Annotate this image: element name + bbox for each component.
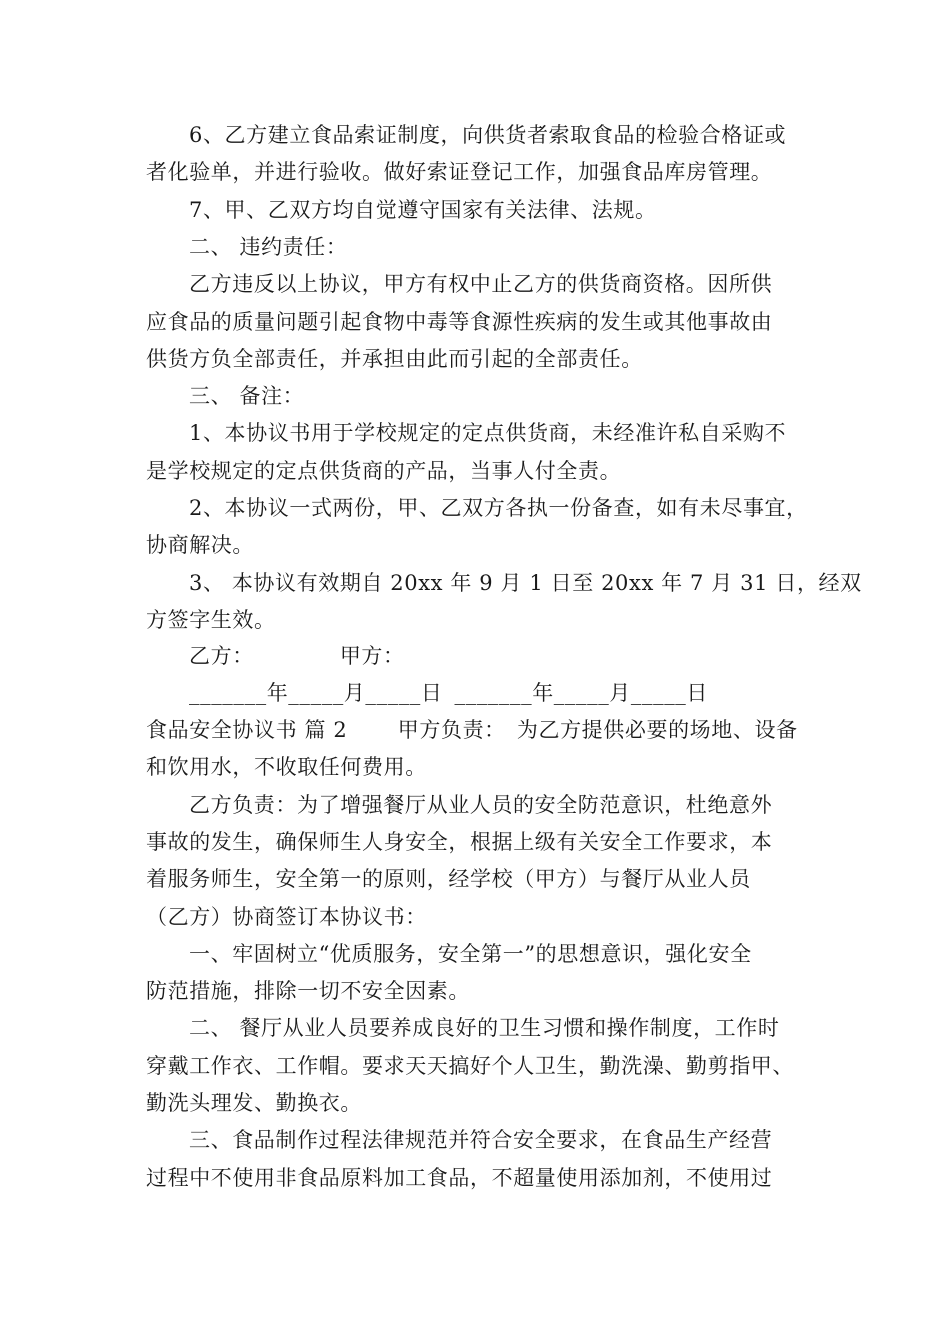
paragraph-line: 勤洗头理发、勤换衣。 — [146, 1091, 362, 1115]
signature-dates-line — [189, 675, 708, 712]
paragraph-line: 乙方违反以上协议，甲方有权中止乙方的供货商资格。因所供 — [189, 272, 773, 296]
paragraph-line: 7、甲、乙双方均自觉遵守国家有关法律、法规。 — [189, 198, 657, 222]
paragraph-line: 1、本协议书用于学校规定的定点供货商，未经准许私自采购不 — [189, 421, 787, 445]
paragraph-line: 食品安全协议书 篇 2 甲方负责： 为乙方提供必要的场地、设备 — [146, 718, 798, 742]
paragraph-line: 二、 违约责任： — [189, 235, 348, 259]
paragraph-line: 三、食品制作过程法律规范并符合安全要求，在食品生产经营 — [189, 1128, 773, 1152]
paragraph-line: 事故的发生，确保师生人身安全，根据上级有关安全工作要求，本 — [146, 830, 773, 854]
signature-parties-line — [189, 638, 405, 675]
paragraph-line: 2、本协议一式两份，甲、乙双方各执一份备查，如有未尽事宜， — [189, 496, 808, 520]
paragraph-line: 穿戴工作衣、工作帽。要求天天搞好个人卫生，勤洗澡、勤剪指甲、 — [146, 1054, 794, 1078]
paragraph-line: 防范措施，排除一切不安全因素。 — [146, 979, 470, 1003]
paragraph-line: 和饮用水，不收取任何费用。 — [146, 755, 427, 779]
party-a-label: 甲方： — [339, 644, 405, 668]
paragraph-line: （乙方）协商签订本协议书： — [146, 905, 427, 929]
paragraph-line: 应食品的质量问题引起食物中毒等食源性疾病的发生或其他事故由 — [146, 310, 773, 334]
paragraph-line: 是学校规定的定点供货商的产品，当事人付全责。 — [146, 459, 622, 483]
party-b-label: 乙方： — [189, 644, 254, 668]
party-a-date-line: _______年_____月_____日 — [454, 681, 708, 705]
paragraph-line: 一、牢固树立“优质服务，安全第一”的思想意识，强化安全 — [189, 942, 752, 966]
paragraph-line: 过程中不使用非食品原料加工食品，不超量使用添加剂，不使用过 — [146, 1166, 773, 1190]
paragraph-line: 乙方负责：为了增强餐厅从业人员的安全防范意识，杜绝意外 — [189, 793, 773, 817]
paragraph-line: 者化验单，并进行验收。做好索证登记工作，加强食品库房管理。 — [146, 160, 773, 184]
paragraph-line: 供货方负全部责任，并承担由此而引起的全部责任。 — [146, 347, 643, 371]
paragraph-line: 6、乙方建立食品索证制度，向供货者索取食品的检验合格证或 — [189, 123, 787, 147]
paragraph-line: 方签字生效。 — [146, 608, 276, 632]
paragraph-line: 三、 备注： — [189, 384, 305, 408]
paragraph-line: 二、 餐厅从业人员要养成良好的卫生习惯和操作制度，工作时 — [189, 1016, 780, 1040]
party-b-date-line: _______年_____月_____日 — [189, 681, 443, 705]
paragraph-line: 着服务师生，安全第一的原则，经学校（甲方）与餐厅从业人员 — [146, 867, 751, 891]
paragraph-line: 协商解决。 — [146, 533, 254, 557]
paragraph-line: 3、 本协议有效期自 20xx 年 9 月 1 日至 20xx 年 7 月 31 日，经双 — [189, 571, 862, 595]
